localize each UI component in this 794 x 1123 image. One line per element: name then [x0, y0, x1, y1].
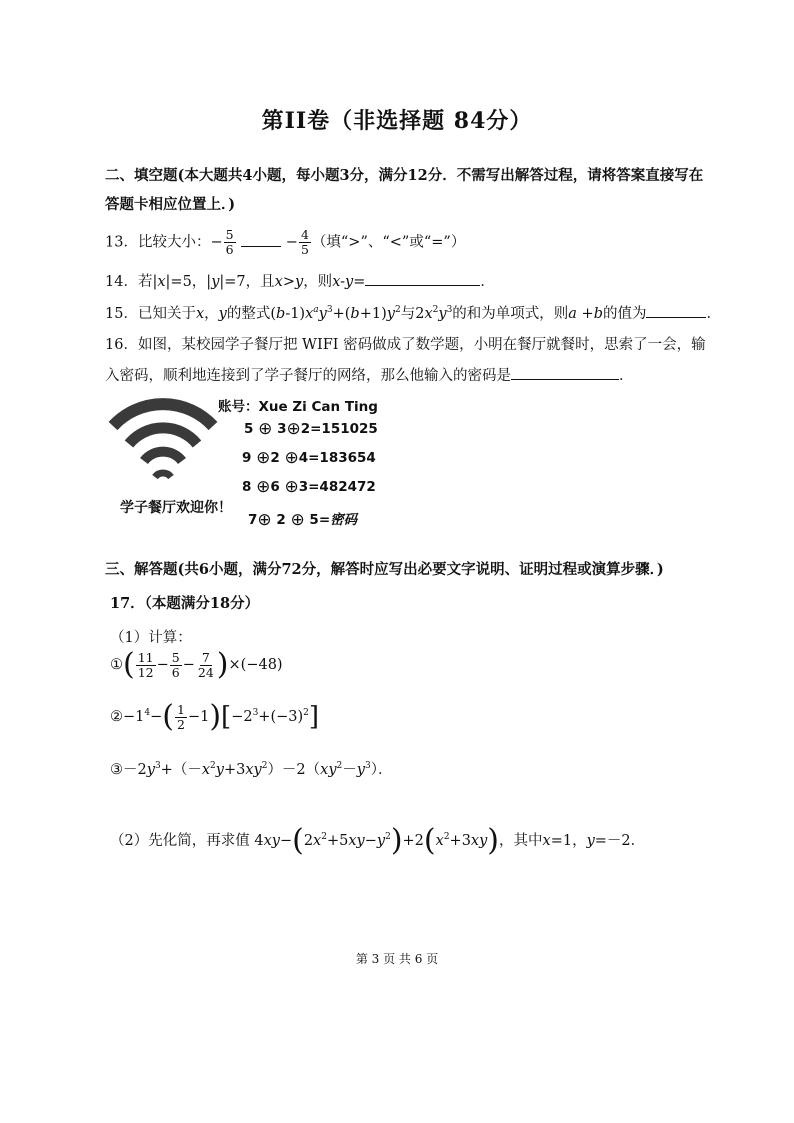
wifi-welcome-text: 学子餐厅欢迎你！	[120, 500, 232, 516]
page-footer: 第 3 页 共 6 页	[355, 952, 439, 966]
q16-answer-blank	[511, 365, 619, 380]
question-14: 14．若|x|=5，|y|=7，且x>y，则x-y= ．	[105, 270, 495, 291]
question-16-line2: 入密码，顺利地连接到了学子餐厅的网络，那么他输入的密码是 ．	[105, 364, 634, 385]
q15-answer-blank	[646, 303, 706, 318]
question-15: 15．已知关于x，y的整式$(b-1)x^ay^3+(b+1)y^2$与$2x^2y^3$的和为单项式，则a +b的值为 ．	[105, 305, 721, 322]
q17-calc-2: $②-1^4-$( $\frac{1}{2}$ $-1)[-2^3+(-3)^2]$	[110, 699, 320, 734]
question-16-line1: 16．如图，某校园学子餐厅把 WIFI 密码做成了数学题，小明在餐厅就餐时，思索了一会，输	[105, 337, 706, 353]
question-13	[105, 228, 465, 257]
q13-answer-blank	[241, 232, 281, 247]
wifi-equation-3: 8 ⊕6 ⊕3=482472	[242, 477, 376, 497]
q17-part2: （2）先化简，再求值 $4xy-(2x^2+5xy-y^2)+2(x^2+3xy)$，其中x=1，y=－2．	[110, 823, 646, 858]
wifi-equation-4: 7⊕ 2 ⊕ 5=密码	[248, 510, 358, 530]
q13-frac2-sign: −	[285, 234, 298, 251]
q13-frac1: $\frac{5}{6}$	[225, 227, 234, 257]
q13-prefix: 13．比较大小：	[105, 234, 211, 251]
q14-answer-blank	[365, 271, 480, 286]
q13-frac1-sign: −	[210, 234, 223, 251]
wifi-equation-1: 5 ⊕ 3⊕2=151025	[244, 419, 378, 439]
q17-calc-1: ①( $\frac{11}{12}$ − $\frac{5}{6}$ − $\frac{7}{24}$ )×(−48)	[110, 647, 283, 682]
q13-frac2: $\frac{4}{5}$	[300, 227, 309, 257]
question-17-header: 17．（本题满分18分）	[110, 595, 260, 612]
page-title: 第II卷（非选择题 84分）	[261, 108, 533, 134]
q13-suffix: （填“>”、“<”或“=”）	[311, 234, 466, 251]
section2-heading-line2: 答题卡相应位置上．)	[105, 196, 236, 213]
section3-heading: 三、解答题(共6小题，满分72分，解答时应写出必要文字说明、证明过程或演算步骤．)	[105, 561, 664, 578]
wifi-equation-2: 9 ⊕2 ⊕4=183654	[242, 448, 376, 468]
wifi-account: 账号：Xue Zi Can Ting	[218, 399, 378, 415]
wifi-icon	[108, 394, 218, 486]
section2-heading-line1: 二、填空题(本大题共4小题，每小题3分，满分12分．不需写出解答过程，请将答案直接写在	[105, 167, 704, 184]
q17-part1-label: （1）计算：	[110, 630, 192, 646]
q17-calc-3: $③-2y^3+(-x^2y+3xy^2)-2(xy^2-y^3)$．	[110, 761, 393, 778]
